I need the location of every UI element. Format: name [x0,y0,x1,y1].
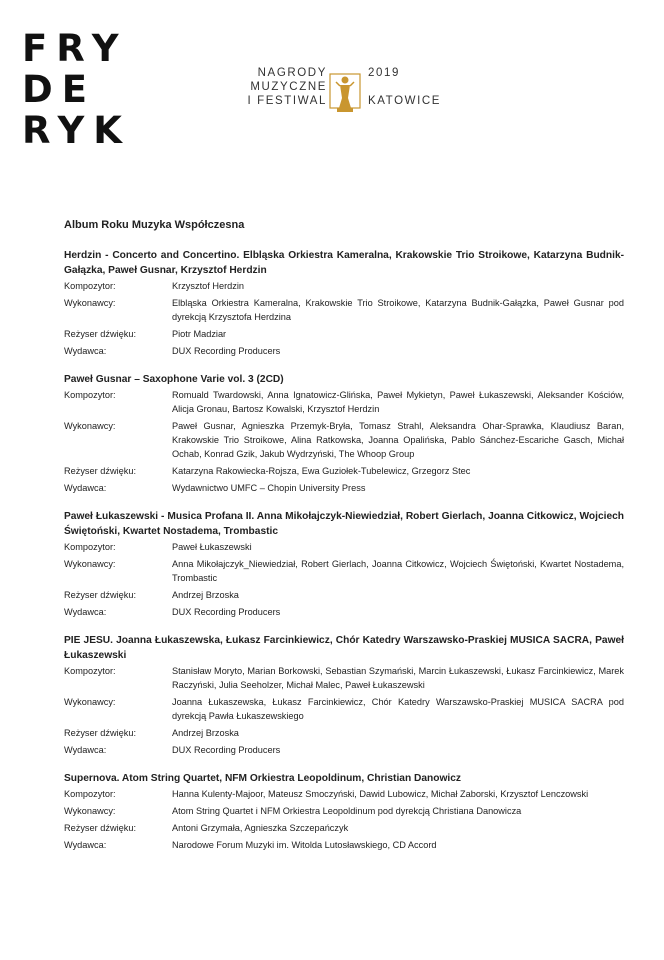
award-line: NAGRODY [257,67,327,79]
album-title: Paweł Gusnar – Saxophone Varie vol. 3 (2CD) [64,374,284,385]
award-line: MUZYCZNE [250,81,327,93]
performers-row [64,557,624,585]
award-year: 2019 [368,67,400,79]
publisher-label: Wydawca: [64,607,107,617]
composer-value: Romuald Twardowski, Anna Ignatowicz-Glińska, Paweł Mykietyn, Paweł Łukaszewski, Aleksander Kościów, Alicja Gronau, Bartosz Kowalski, Krzysztof Herdzin [172,390,624,414]
album-entry [64,509,624,619]
performers-value: Paweł Gusnar, Agnieszka Przemyk-Bryła, Tomasz Strahl, Aleksandra Ohar-Sprawka, Klaudiusz Baran, Krakowskie Trio Stroikowe, Alina Ratkowska, Joanna Opalińska, Pablo Sánchez-Escariche Gasch, Michał Ochab, Konrad Gzik, Jakub Wydrzyński, The Whoop Group [172,421,624,459]
publisher-label: Wydawca: [64,346,107,356]
logo-line: RYK [22,109,131,152]
publisher-row [64,838,624,852]
publisher-label: Wydawca: [64,483,107,493]
album-entry [64,248,624,358]
category-title: Album Roku Muzyka Współczesna [64,219,245,231]
sound-director-row [64,588,624,602]
sound-director-row [64,464,624,478]
logo-line: DE [22,68,96,111]
performers-label: Wykonawcy: [64,697,116,707]
performers-label: Wykonawcy: [64,298,116,308]
sound-director-row [64,327,624,341]
award-mark-year-city [368,66,441,108]
composer-value: Hanna Kulenty-Majoor, Mateusz Smoczyński, Dawid Lubowicz, Michał Zaborski, Krzysztof Lenczowski [172,789,589,799]
award-line: I FESTIWAL [247,95,327,107]
award-statuette-icon [328,68,362,119]
sound-director-label: Reżyser dźwięku: [64,590,136,600]
sound-director-value: Katarzyna Rakowiecka-Rojsza, Ewa Guziołek-Tubelewicz, Grzegorz Stec [172,466,471,476]
publisher-row [64,743,624,757]
award-mark-text [222,66,327,108]
performers-value: Elbląska Orkiestra Kameralna, Krakowskie Trio Stroikowe, Katarzyna Budnik-Gałązka, Paweł Gusnar pod dyrekcją Krzysztofa Herdzina [172,298,624,322]
album-title: PIE JESU. Joanna Łukaszewska, Łukasz Farcinkiewicz, Chór Katedry Warszawsko-Praskiej MUSICA SACRA, Paweł Łukaszewski [64,635,624,661]
sound-director-value: Piotr Madziar [172,329,227,339]
album-title: Paweł Łukaszewski - Musica Profana II. Anna Mikołajczyk-Niewiedział, Robert Gierlach, Joanna Citkowicz, Wojciech Świętoński, Kwartet Nostadema, Trombastic [64,511,624,537]
performers-label: Wykonawcy: [64,421,116,431]
composer-label: Kompozytor: [64,281,116,291]
composer-value: Paweł Łukaszewski [172,542,252,552]
publisher-value: Wydawnictwo UMFC – Chopin University Press [172,483,366,493]
publisher-value: DUX Recording Producers [172,745,281,755]
composer-row [64,540,624,554]
publisher-value: DUX Recording Producers [172,607,281,617]
fryderyk-logo [22,28,140,151]
album-entry [64,372,624,495]
publisher-row [64,481,624,495]
composer-label: Kompozytor: [64,390,116,400]
album-title: Supernova. Atom String Quartet, NFM Orkiestra Leopoldinum, Christian Danowicz [64,773,461,784]
sound-director-label: Reżyser dźwięku: [64,728,136,738]
publisher-value: DUX Recording Producers [172,346,281,356]
composer-label: Kompozytor: [64,542,116,552]
performers-row [64,296,624,324]
publisher-value: Narodowe Forum Muzyki im. Witolda Lutosławskiego, CD Accord [172,840,437,850]
performers-value: Anna Mikołajczyk_Niewiedział, Robert Gierlach, Joanna Citkowicz, Wojciech Świętoński, Kwartet Nostadema, Trombastic [172,559,624,583]
sound-director-row [64,821,624,835]
album-entry [64,771,624,852]
performers-row [64,804,624,818]
composer-row [64,787,624,801]
sound-director-value: Andrzej Brzoska [172,728,239,738]
performers-row [64,695,624,723]
composer-label: Kompozytor: [64,789,116,799]
publisher-label: Wydawca: [64,745,107,755]
publisher-label: Wydawca: [64,840,107,850]
performers-label: Wykonawcy: [64,559,116,569]
composer-label: Kompozytor: [64,666,116,676]
composer-row [64,388,624,416]
performers-value: Joanna Łukaszewska, Łukasz Farcinkiewicz, Chór Katedry Warszawsko-Praskiej MUSICA SACRA pod dyrekcją Pawła Łukaszewskiego [172,697,624,721]
album-entry [64,633,624,757]
award-city: KATOWICE [368,95,442,107]
logo-line: FRY [22,27,128,70]
sound-director-value: Andrzej Brzoska [172,590,239,600]
composer-value: Krzysztof Herdzin [172,281,244,291]
publisher-row [64,344,624,358]
document-content [64,218,624,866]
composer-row [64,279,624,293]
composer-value: Stanisław Moryto, Marian Borkowski, Sebastian Szymański, Marcin Łukaszewski, Łukasz Farcinkiewicz, Marek Raczyński, Julia Seeholzer, Michał Malec, Paweł Łukaszewski [172,666,624,690]
performers-row [64,419,624,461]
album-title: Herdzin - Concerto and Concertino. Elbląska Orkiestra Kameralna, Krakowskie Trio Stroikowe, Katarzyna Budnik-Gałązka, Paweł Gusnar, Krzysztof Herdzin [64,250,624,276]
performers-label: Wykonawcy: [64,806,116,816]
sound-director-label: Reżyser dźwięku: [64,823,136,833]
sound-director-label: Reżyser dźwięku: [64,466,136,476]
composer-row [64,664,624,692]
sound-director-value: Antoni Grzymała, Agnieszka Szczepańczyk [172,823,349,833]
publisher-row [64,605,624,619]
sound-director-label: Reżyser dźwięku: [64,329,136,339]
sound-director-row [64,726,624,740]
award-festival-mark [222,66,472,122]
performers-value: Atom String Quartet i NFM Orkiestra Leopoldinum pod dyrekcją Christiana Danowicza [172,806,522,816]
